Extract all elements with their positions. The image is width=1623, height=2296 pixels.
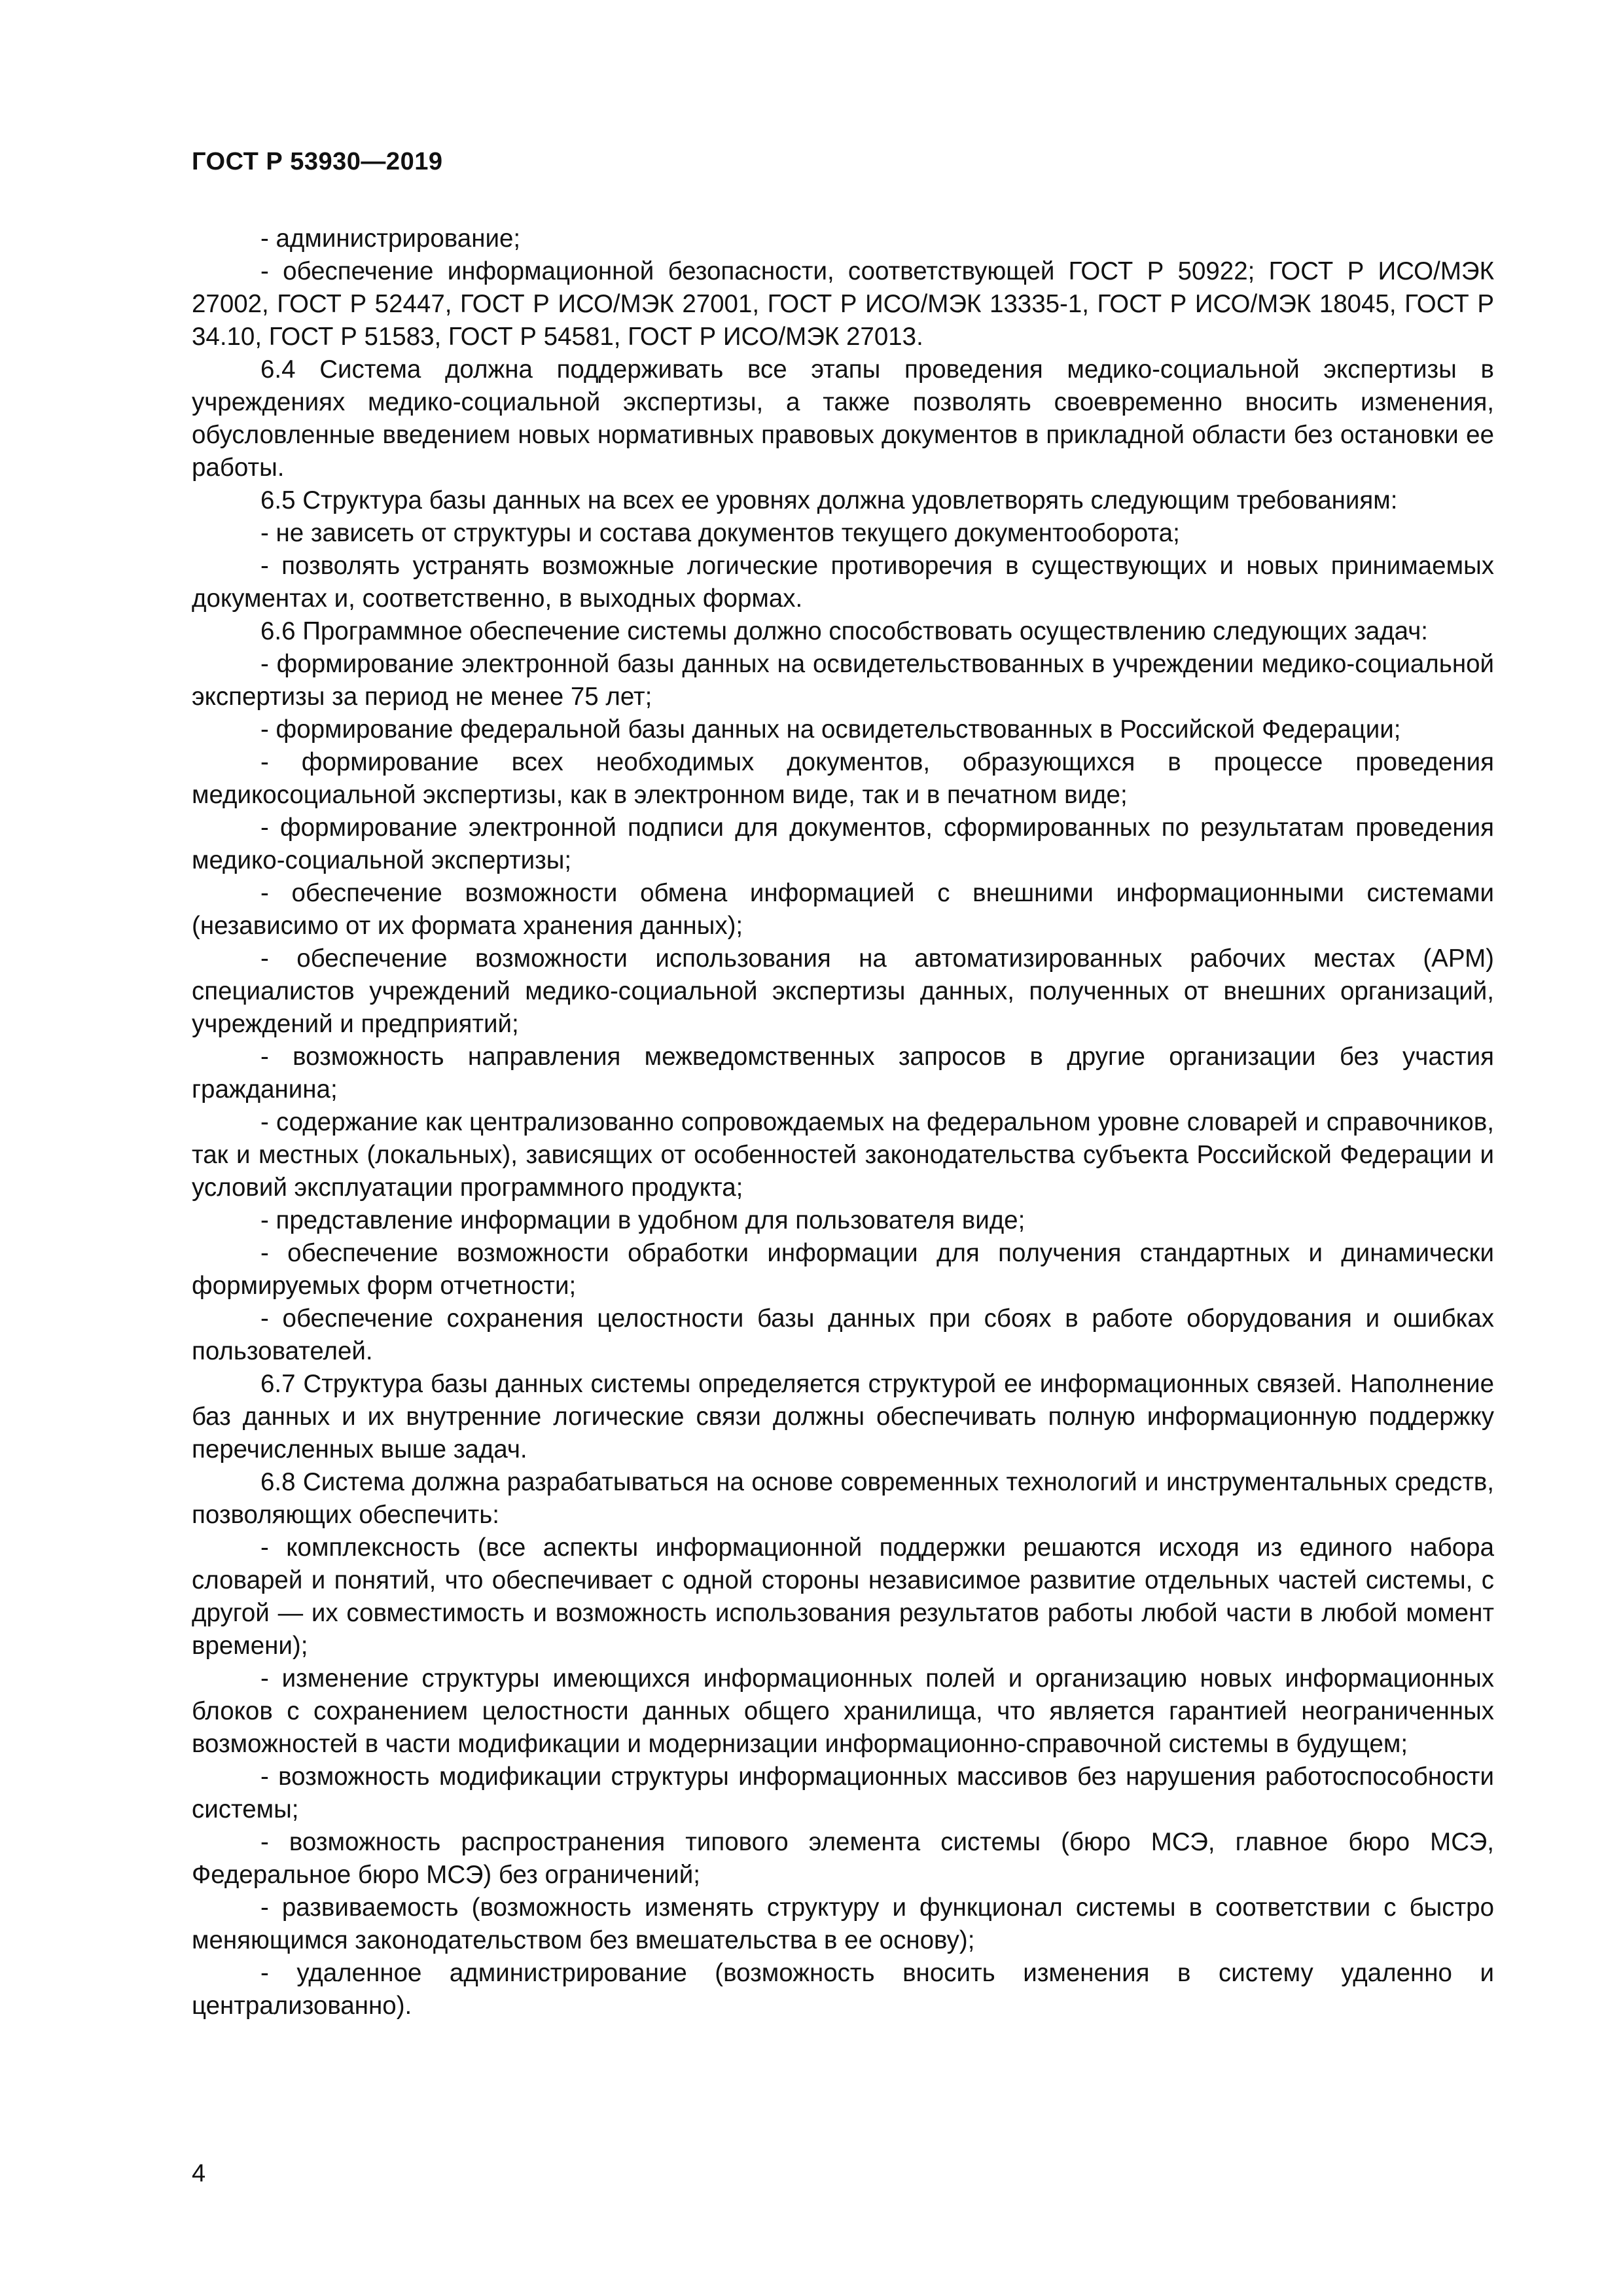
paragraph: 6.4 Система должна поддерживать все этапы проведения медико-социальной экспертизы в учреждениях медико-социальной экспертизы, а также позволять своевременно вносить изменения, обусловленные введением новых нормативных правовых документов в прикладной области без остановки ее работы. [192, 355, 1494, 482]
paragraph: - развиваемость (возможность изменять структуру и функционал системы в соответствии с быстро меняющимся законодательством без вмешательства в ее основу); [192, 1893, 1494, 1954]
paragraph: - позволять устранять возможные логические противоречия в существующих и новых принимаемых документах и, соответственно, в выходных формах. [192, 552, 1494, 613]
paragraph: - обеспечение возможности обработки информации для получения стандартных и динамически формируемых форм отчетности; [192, 1239, 1494, 1300]
document-body [192, 223, 1494, 2022]
page-number: 4 [192, 2160, 206, 2187]
paragraph: - формирование федеральной базы данных на освидетельствованных в Российской Федерации; [260, 715, 1401, 744]
paragraph: - администрирование; [260, 224, 521, 253]
paragraph: 6.5 Структура базы данных на всех ее уровнях должна удовлетворять следующим требованиям: [260, 486, 1398, 514]
paragraph: - не зависеть от структуры и состава документов текущего документооборота; [260, 519, 1180, 547]
paragraph: - возможность направления межведомственных запросов в другие организации без участия гражданина; [192, 1043, 1494, 1103]
paragraph: 6.8 Система должна разрабатываться на основе современных технологий и инструментальных средств, позволяющих обеспечить: [192, 1468, 1494, 1529]
paragraph: - возможность модификации структуры информационных массивов без нарушения работоспособности системы; [192, 1763, 1494, 1823]
paragraph: - изменение структуры имеющихся информационных полей и организацию новых информационных блоков с сохранением целостности данных общего хранилища, что является гарантией неограниченных возможностей в части модификации и модернизации информационно-справочной системы в будущем; [192, 1664, 1494, 1758]
paragraph: - представление информации в удобном для пользователя виде; [260, 1206, 1026, 1234]
paragraph: - формирование электронной базы данных на освидетельствованных в учреждении медико-социальной экспертизы за период не менее 75 лет; [192, 650, 1494, 711]
paragraph: 6.6 Программное обеспечение системы должно способствовать осуществлению следующих задач: [260, 617, 1428, 645]
document-header: ГОСТ Р 53930—2019 [192, 148, 443, 175]
paragraph: - удаленное администрирование (возможность вносить изменения в систему удаленно и централизованно). [192, 1959, 1494, 2020]
paragraph: - формирование всех необходимых документов, образующихся в процессе проведения медикосоциальной экспертизы, как в электронном виде, так и в печатном виде; [192, 748, 1494, 809]
paragraph: - возможность распространения типового элемента системы (бюро МСЭ, главное бюро МСЭ, Федеральное бюро МСЭ) без ограничений; [192, 1828, 1494, 1889]
paragraph: - обеспечение сохранения целостности базы данных при сбоях в работе оборудования и ошибках пользователей. [192, 1304, 1494, 1365]
paragraph: - обеспечение информационной безопасности, соответствующей ГОСТ Р 50922; ГОСТ Р ИСО/МЭК 27002, ГОСТ Р 52447, ГОСТ Р ИСО/МЭК 27001, ГОСТ Р ИСО/МЭК 13335-1, ГОСТ Р ИСО/МЭК 18045, ГОСТ Р 34.10, ГОСТ Р 51583, ГОСТ Р 54581, ГОСТ Р ИСО/МЭК 27013. [192, 257, 1494, 351]
paragraph: - формирование электронной подписи для документов, сформированных по результатам проведения медико-социальной экспертизы; [192, 814, 1494, 874]
paragraph: - обеспечение возможности обмена информацией с внешними информационными системами (независимо от их формата хранения данных); [192, 879, 1494, 940]
paragraph: - комплексность (все аспекты информационной поддержки решаются исходя из единого набора словарей и понятий, что обеспечивает с одной стороны независимое развитие отдельных частей системы, с другой — их совместимость и возможность использования результатов работы любой части в любой момент времени); [192, 1534, 1494, 1660]
paragraph: - содержание как централизованно сопровождаемых на федеральном уровне словарей и справочников, так и местных (локальных), зависящих от особенностей законодательства субъекта Российской Федерации и условий эксплуатации программного продукта; [192, 1108, 1494, 1202]
paragraph: 6.7 Структура базы данных системы определяется структурой ее информационных связей. Наполнение баз данных и их внутренние логические связи должны обеспечивать полную информационную поддержку перечисленных выше задач. [192, 1370, 1494, 1463]
paragraph: - обеспечение возможности использования на автоматизированных рабочих местах (АРМ) специалистов учреждений медико-социальной экспертизы данных, полученных от внешних организаций, учреждений и предприятий; [192, 944, 1494, 1038]
